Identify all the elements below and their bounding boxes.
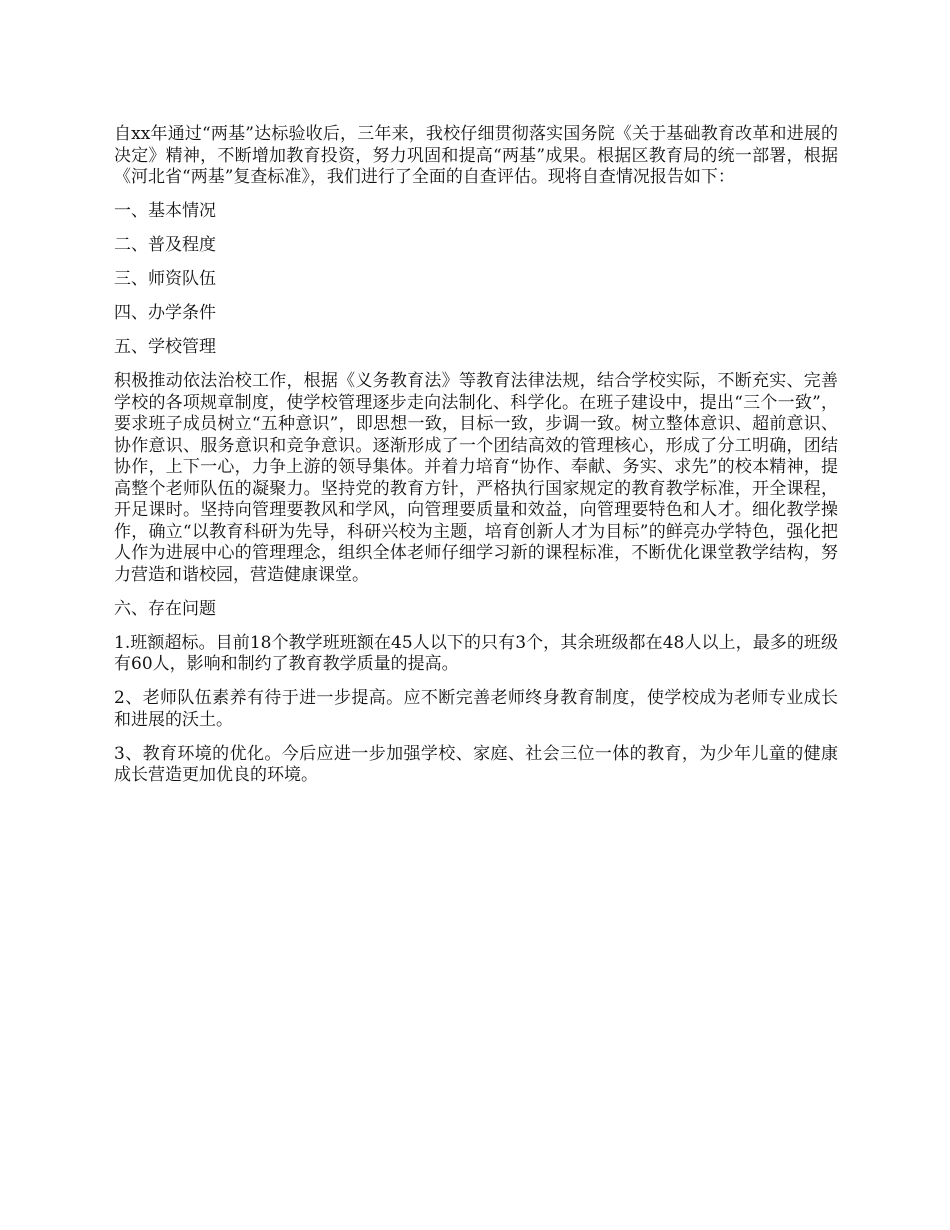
problem-item-environment: 3、教育环境的优化。今后应进一步加强学校、家庭、社会三位一体的教育，为少年儿童的健康成长营造更加优良的环境。	[114, 743, 838, 785]
problem-item-teacher-quality: 2、老师队伍素养有待于进一步提高。应不断完善老师终身教育制度，使学校成为老师专业成长和进展的沃土。	[114, 688, 838, 730]
intro-paragraph: 自xx年通过“两基”达标验收后，三年来，我校仔细贯彻落实国务院《关于基础教育改革和进展的决定》精神，不断增加教育投资，努力巩固和提高“两基”成果。根据区教育局的统一部署，根据《河北省“两基”复查标准》，我们进行了全面的自查评估。现将自查情况报告如下：	[114, 124, 838, 187]
problem-item-class-size: 1.班额超标。目前18个教学班班额在45人以下的只有3个，其余班级都在48人以上，最多的班级有60人，影响和制约了教育教学质量的提高。	[114, 632, 838, 674]
section-heading-teaching-staff: 三、师资队伍	[114, 269, 216, 289]
management-paragraph: 积极推动依法治校工作，根据《义务教育法》等教育法律法规，结合学校实际，不断充实、完善学校的各项规章制度，使学校管理逐步走向法制化、科学化。在班子建设中，提出“三个一致”，要求班子成员树立“五种意识”，即思想一致，目标一致，步调一致。树立整体意识、超前意识、协作意识、服务意识和竞争意识。逐渐形成了一个团结高效的管理核心，形成了分工明确，团结协作，上下一心，力争上游的领导集体。并着力培育“协作、奉献、务实、求先”的校本精神，提高整个老师队伍的凝聚力。坚持党的教育方针，严格执行国家规定的教育教学标准，开全课程，开足课时。坚持向管理要教风和学风，向管理要质量和效益，向管理要特色和人才。细化教学操作，确立“以教育科研为先导，科研兴校为主题，培育创新人才为目标”的鲜亮办学特色，强化把人作为进展中心的管理理念，组织全体老师仔细学习新的课程标准，不断优化课堂教学结构，努力营造和谐校园，营造健康课堂。	[114, 371, 838, 585]
document-body	[114, 124, 838, 799]
section-heading-school-management: 五、学校管理	[114, 337, 216, 357]
section-heading-basic-situation: 一、基本情况	[114, 201, 216, 221]
section-heading-school-conditions: 四、办学条件	[114, 303, 216, 323]
section-heading-problems: 六、存在问题	[114, 598, 216, 619]
section-heading-popularization: 二、普及程度	[114, 235, 216, 255]
